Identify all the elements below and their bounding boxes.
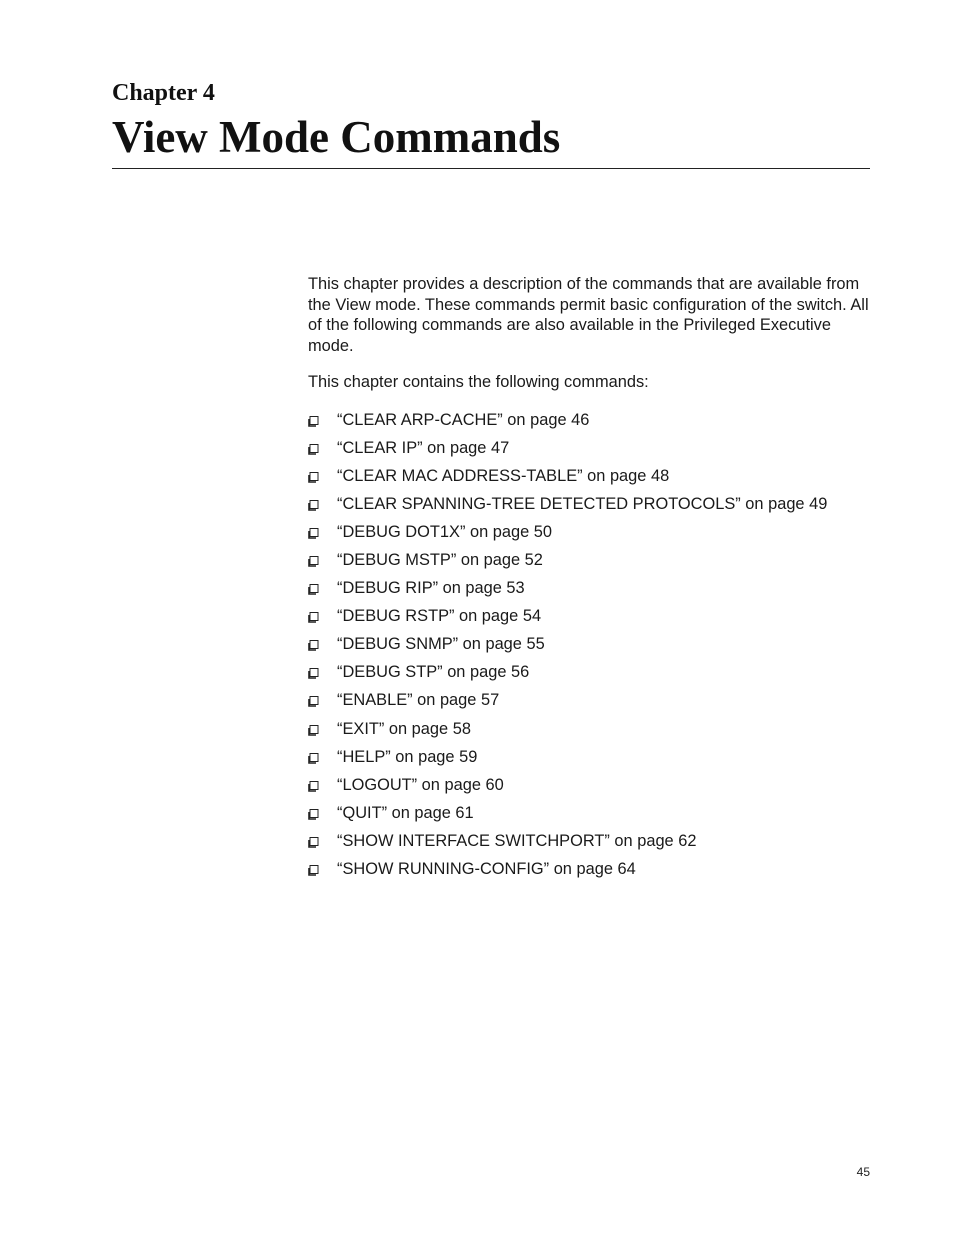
command-link[interactable]: “EXIT” on page 58 [337,719,471,738]
command-link[interactable]: “SHOW INTERFACE SWITCHPORT” on page 62 [337,831,697,850]
command-link[interactable]: “QUIT” on page 61 [337,803,474,822]
command-link[interactable]: “LOGOUT” on page 60 [337,775,504,794]
command-list-item [308,747,870,775]
page-number: 45 [856,1165,870,1179]
command-list-item [308,662,870,690]
checkbox-bullet-icon [308,809,319,820]
checkbox-bullet-icon [308,837,319,848]
intro-paragraph: This chapter provides a description of the commands that are available from the View mode. These commands permit basic configuration of the switch. All of the following commands are also available in the Privileged Executive mode. [308,275,869,355]
command-link[interactable]: “ENABLE” on page 57 [337,691,500,710]
command-link[interactable]: “CLEAR IP” on page 47 [337,438,510,457]
chapter-title: View Mode Commands [112,112,561,162]
command-link[interactable]: “DEBUG MSTP” on page 52 [337,550,543,569]
command-list-item [308,410,870,438]
command-list-item [308,606,870,634]
command-list-item [308,859,870,887]
command-list-item [308,634,870,662]
chapter-body [308,274,870,887]
checkbox-bullet-icon [308,584,319,595]
checkbox-bullet-icon [308,500,319,511]
command-link[interactable]: “CLEAR SPANNING-TREE DETECTED PROTOCOLS” on page 49 [337,494,828,513]
checkbox-bullet-icon [308,556,319,567]
command-list-item [308,831,870,859]
checkbox-bullet-icon [308,528,319,539]
command-list-item [308,719,870,747]
command-link[interactable]: “DEBUG RSTP” on page 54 [337,607,542,626]
command-link[interactable]: “DEBUG DOT1X” on page 50 [337,522,552,541]
command-list [308,410,870,888]
command-list-item [308,550,870,578]
checkbox-bullet-icon [308,416,319,427]
command-link[interactable]: “CLEAR MAC ADDRESS-TABLE” on page 48 [337,466,670,485]
command-list-item [308,438,870,466]
title-divider [112,168,870,169]
checkbox-bullet-icon [308,753,319,764]
command-list-item [308,775,870,803]
checkbox-bullet-icon [308,444,319,455]
command-list-item [308,803,870,831]
command-list-item [308,690,870,718]
checkbox-bullet-icon [308,472,319,483]
command-list-item [308,494,870,522]
chapter-label: Chapter 4 [112,80,215,106]
command-link[interactable]: “DEBUG STP” on page 56 [337,663,530,682]
list-lead-paragraph: This chapter contains the following commands: [308,373,649,391]
command-link[interactable]: “CLEAR ARP-CACHE” on page 46 [337,410,590,429]
checkbox-bullet-icon [308,865,319,876]
checkbox-bullet-icon [308,725,319,736]
command-list-item [308,466,870,494]
command-link[interactable]: “HELP” on page 59 [337,747,478,766]
checkbox-bullet-icon [308,781,319,792]
command-link[interactable]: “SHOW RUNNING-CONFIG” on page 64 [337,860,636,878]
command-list-item [308,522,870,550]
checkbox-bullet-icon [308,668,319,679]
checkbox-bullet-icon [308,612,319,623]
checkbox-bullet-icon [308,696,319,707]
checkbox-bullet-icon [308,640,319,651]
command-list-item [308,578,870,606]
command-link[interactable]: “DEBUG SNMP” on page 55 [337,635,545,654]
command-link[interactable]: “DEBUG RIP” on page 53 [337,579,525,598]
